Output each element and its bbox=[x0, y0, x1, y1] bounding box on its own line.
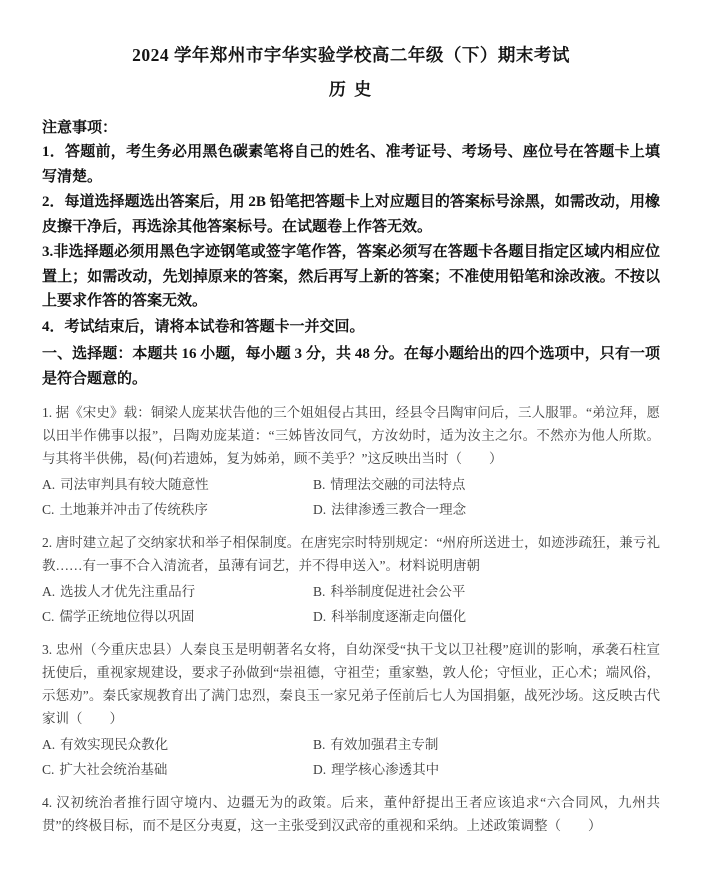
exam-title: 2024 学年郑州市宇华实验学校高二年级（下）期末考试 bbox=[132, 45, 570, 65]
question-2-options bbox=[42, 580, 660, 629]
option-d-label: D. bbox=[313, 608, 327, 624]
question-1 bbox=[42, 401, 660, 522]
notice-item-1: 1．答题前，考生务必用黑色碳素笔将自己的姓名、准考证号、考场号、座位号在答题卡上填写清楚。 bbox=[42, 144, 660, 185]
option-a bbox=[42, 580, 313, 605]
option-a-text: 选拔人才优先注重品行 bbox=[60, 584, 196, 599]
option-a bbox=[42, 733, 313, 758]
question-3-options bbox=[42, 733, 660, 782]
option-d bbox=[313, 498, 660, 523]
section-heading: 一、选择题：本题共 16 小题，每小题 3 分，共 48 分。在每小题给出的四个选项中，只有一项是符合题意的。 bbox=[42, 346, 660, 387]
option-d-text: 理学核心渗透其中 bbox=[331, 761, 440, 777]
question-1-stem: 1. 据《宋史》载：铜梁人庞某状告他的三个姐姐侵占其田，经县令吕陶审问后，三人服罪。“弟泣拜，愿以田半作佛事以报”，吕陶劝庞某道：“三姊皆汝同气，方汝幼时，适为汝主之尔。不然亦为他人所欺。与其将半供佛，曷(何)若遗姊，复为姊弟，顾不美乎？”这反映出当时（ ） bbox=[42, 405, 660, 466]
option-a-label: A. bbox=[42, 584, 56, 599]
option-d-label: D. bbox=[313, 761, 327, 777]
notice-heading: 注意事项： bbox=[42, 120, 118, 136]
question-3 bbox=[42, 638, 660, 782]
exam-subject: 历 史 bbox=[328, 80, 374, 99]
option-a bbox=[42, 473, 313, 498]
option-c-text: 土地兼并冲击了传统秩序 bbox=[59, 501, 208, 517]
option-a-label: A. bbox=[42, 477, 56, 492]
option-b-label: B. bbox=[313, 737, 326, 752]
option-b bbox=[313, 580, 660, 605]
question-4-stem: 4. 汉初统治者推行固守境内、边疆无为的政策。后来，董仲舒提出王者应该追求“六合同风，九州共贯”的终极目标，而不是区分夷夏，这一主张受到汉武帝的重视和采纳。上述政策调整（ ） bbox=[42, 795, 660, 833]
option-d bbox=[313, 605, 660, 630]
option-c bbox=[42, 498, 313, 523]
option-d-text: 法律渗透三教合一理念 bbox=[331, 501, 467, 517]
option-c bbox=[42, 605, 313, 630]
option-b-label: B. bbox=[313, 477, 326, 492]
question-1-options bbox=[42, 473, 660, 522]
option-b-text: 有效加强君主专制 bbox=[330, 737, 439, 752]
option-d bbox=[313, 758, 660, 783]
question-2 bbox=[42, 531, 660, 629]
notice-item-2: 2．每道选择题选出答案后，用 2B 铅笔把答题卡上对应题目的答案标号涂黑，如需改动，用橡皮擦干净后，再选涂其他答案标号。在试题卷上作答无效。 bbox=[42, 194, 660, 235]
option-d-text: 科举制度逐渐走向僵化 bbox=[331, 608, 467, 624]
question-3-stem: 3. 忠州（今重庆忠县）人秦良玉是明朝著名女将，自幼深受“执干戈以卫社稷”庭训的影响，承袭石柱宣抚使后，重视家规建设，要求子孙做到“崇祖德，守祖茔；重家塾，敦人伦；守恒业，正心术；端风俗，示惩劝”。秦氏家规教育出了满门忠烈，秦良玉一家兄弟子侄前后七人为国捐躯，战死沙场。这反映古代家训（ ） bbox=[42, 642, 660, 726]
notice-item-3: 3.非选择题必须用黑色字迹钢笔或签字笔作答，答案必须写在答题卡各题目指定区域内相应位置上；如需改动，先划掉原来的答案，然后再写上新的答案；不准使用铅笔和涂改液。不按以上要求作答的答案无效。 bbox=[42, 244, 660, 309]
option-c-text: 儒学正统地位得以巩固 bbox=[59, 608, 195, 624]
option-b-label: B. bbox=[313, 584, 326, 599]
option-a-text: 司法审判具有较大随意性 bbox=[60, 477, 209, 492]
option-b bbox=[313, 733, 660, 758]
option-c bbox=[42, 758, 313, 783]
question-4 bbox=[42, 791, 660, 837]
option-d-label: D. bbox=[313, 501, 327, 517]
notice-item-4: 4．考试结束后，请将本试卷和答题卡一并交回。 bbox=[42, 318, 365, 335]
question-2-stem: 2. 唐时建立起了交纳家状和举子相保制度。在唐宪宗时特别规定：“州府所送进士，如迹涉疏狂，兼亏礼教……有一事不合入清流者，虽薄有词艺，并不得申送入”。材料说明唐朝 bbox=[42, 535, 660, 573]
option-c-label: C. bbox=[42, 761, 55, 777]
option-a-label: A. bbox=[42, 737, 56, 752]
option-c-label: C. bbox=[42, 608, 55, 624]
option-a-text: 有效实现民众教化 bbox=[60, 737, 169, 752]
option-b-text: 情理法交融的司法特点 bbox=[330, 477, 466, 492]
option-b-text: 科举制度促进社会公平 bbox=[330, 584, 466, 599]
option-b bbox=[313, 473, 660, 498]
option-c-label: C. bbox=[42, 501, 55, 517]
notice-block bbox=[42, 116, 660, 339]
option-c-text: 扩大社会统治基础 bbox=[59, 761, 168, 777]
